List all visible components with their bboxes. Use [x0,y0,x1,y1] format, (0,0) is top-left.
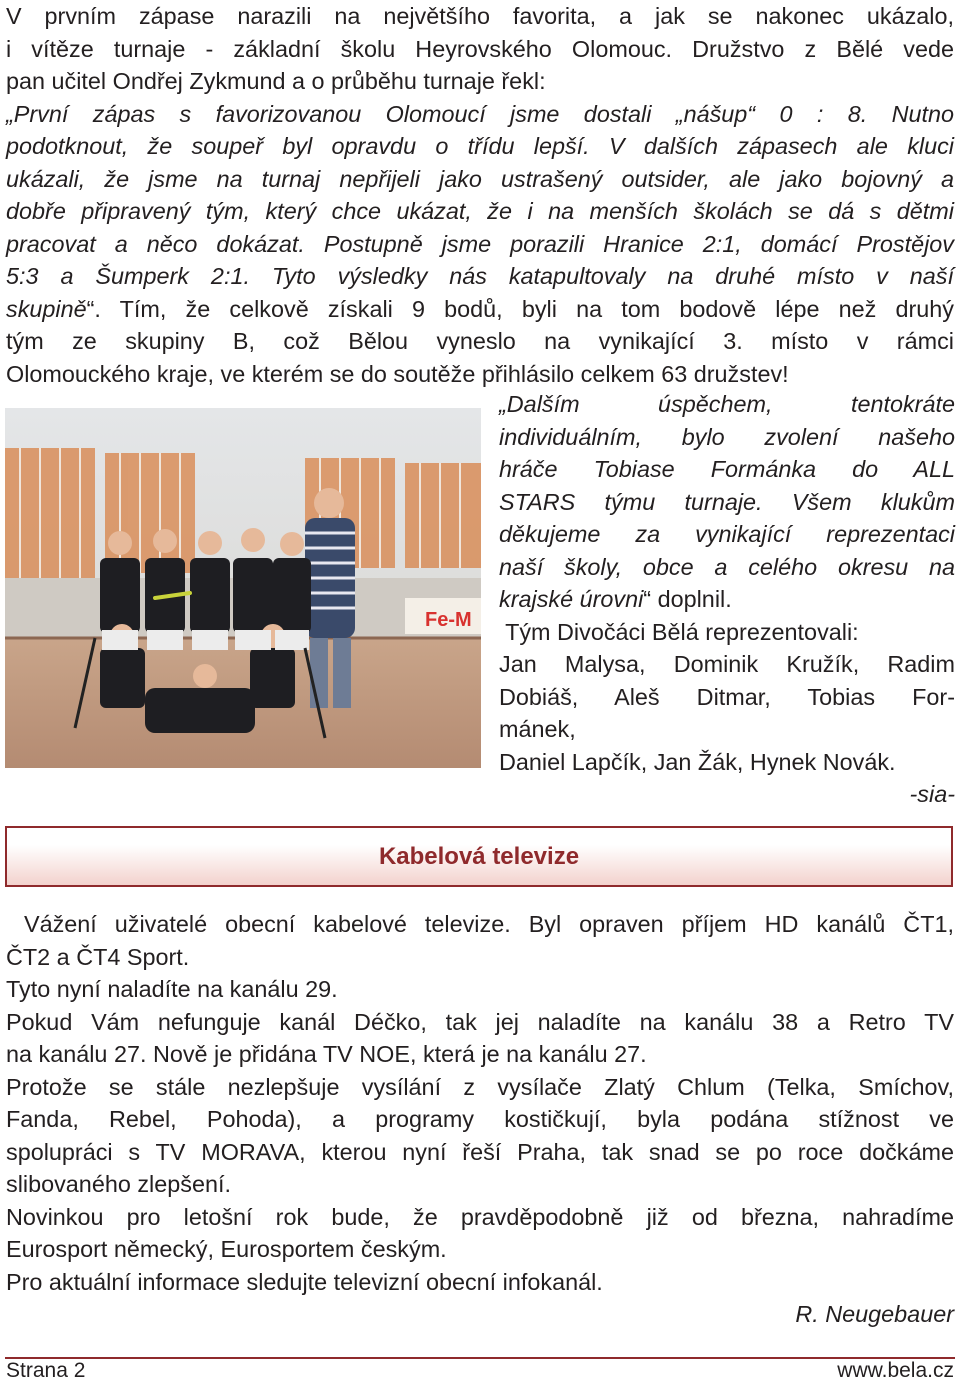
tv-line: Pro aktuální informace sledujte televizní obecní infokanál. [6,1268,603,1295]
photo-banner-text: Fe-M [425,609,472,631]
intro-line: V prvním zápase narazili na největšího favorita, a jak se nakonec ukázalo, [6,3,954,29]
side-roster-line: Dobiáš, Aleš Ditmar, Tobias For- [499,683,955,710]
section-banner [5,826,953,887]
side-text-segment: “ doplnil. [643,586,732,612]
intro-mixed-line [6,293,954,326]
tv-line: spolupráci s TV MORAVA, kterou nyní řeší Praha, tak snad se po roce dočkáme [6,1138,954,1165]
tv-line: Protože se stále nezlepšuje vysílání z vysílače Zlatý Chlum (Telka, Smíchov, [6,1073,954,1100]
side-quote-segment: krajské úrovni [499,586,644,612]
side-quote-line: děkujeme za vynikající reprezentaci [499,521,955,547]
side-roster-line: Jan Malysa, Dominik Kružík, Radim [499,651,955,677]
side-quote-line: „Dalším úspěchem, tentokráte [499,391,955,417]
side-roster-line: mánek, [499,716,576,742]
tv-signature: R. Neugebauer [795,1301,954,1327]
intro-quote-segment: Postupně jsme porazili Hranice 2:1, domácí Prostějov [323,230,954,257]
intro-mixed-line [6,228,954,261]
intro-quote-segment: V dalších zápasech ale kluci [608,133,954,159]
page-number: Strana 2 [6,1359,86,1382]
footer-rule [5,1357,955,1359]
side-signature: -sia- [909,781,955,807]
intro-quote-segment: pracovat a něco dokázat. [6,230,305,257]
tv-line: na kanálu 27. Nově je přidána TV NOE, která je na kanálu 27. [6,1041,647,1067]
tv-line: Tyto nyní naladíte na kanálu 29. [6,976,338,1002]
side-quote-line: hráče Tobiase Formánka do ALL [499,456,955,482]
section-title: Kabelová televize [378,843,580,870]
tv-line: Novinkou pro letošní rok bude, že pravděpodobně již od března, nahradíme [6,1203,954,1230]
tv-line: slibovaného zlepšení. [6,1171,231,1197]
article-side [499,388,955,811]
intro-line: i vítěze turnaje - základní školu Heyrovského Olomouc. Družstvo z Bělé vede [6,35,954,62]
intro-mixed-line [6,130,954,163]
article-tv [6,908,954,1331]
team-photo [5,408,481,768]
side-roster-line: Daniel Lapčík, Jan Žák, Hynek Novák. [499,748,896,775]
intro-line: Olomouckého kraje, ve kterém se do soutěže přihlásilo celkem 63 družstev! [6,360,789,387]
side-quote-line: individuálním, bylo zvolení našeho [499,423,955,450]
side-mixed-line [499,583,955,616]
intro-line: tým ze skupiny B, což Bělou vyneslo na vynikající 3. místo v rámci [6,328,954,354]
tv-line: ČT2 a ČT4 Sport. [6,943,190,970]
intro-quote-line: dobře připravený tým, který chce ukázat, že i na menších školách se dá s dětmi [6,198,954,224]
intro-text-segment: “. Tím, že celkově získali 9 bodů, byli na tom bodově lépe než druhý [86,295,954,322]
side-quote-line: STARS týmu turnaje. Všem klukům [499,488,955,515]
intro-line: pan učitel Ondřej Zykmund a o průběhu turnaje řekl: [6,68,546,94]
intro-quote-line: „První zápas s favorizovanou Olomoucí jsme dostali „nášup“ 0 : 8. Nutno [6,100,954,127]
team-photo-illustration [5,408,481,768]
tv-line: Pokud Vám nefunguje kanál Déčko, tak jej naladíte na kanálu 38 a Retro TV [6,1008,954,1035]
intro-quote-segment: skupině [6,295,87,322]
tv-line: Fanda, Rebel, Pohoda), a programy kostičkují, byla podána stížnost ve [6,1106,954,1132]
tv-line: Vážení uživatelé obecní kabelové televize. Byl opraven příjem HD kanálů ČT1, [6,911,954,937]
article-intro [6,0,954,390]
side-team-heading: Tým Divočáci Bělá reprezentovali: [499,618,859,645]
intro-quote-segment: podotknout, že soupeř byl opravdu o třídu lepší. [6,133,590,159]
footer-url: www.bela.cz [837,1359,954,1382]
intro-quote-line: 5:3 a Šumperk 2:1. Tyto výsledky nás katapultovaly na druhé místo v naší [6,263,954,289]
intro-quote-line: ukázali, že jsme na turnaj nepřijeli jako ustrašený outsider, ale jako bojovný a [6,165,954,192]
side-quote-line: naší školy, obce a celého okresu na [499,553,955,580]
tv-line: Eurosport německý, Eurosportem českým. [6,1236,447,1262]
